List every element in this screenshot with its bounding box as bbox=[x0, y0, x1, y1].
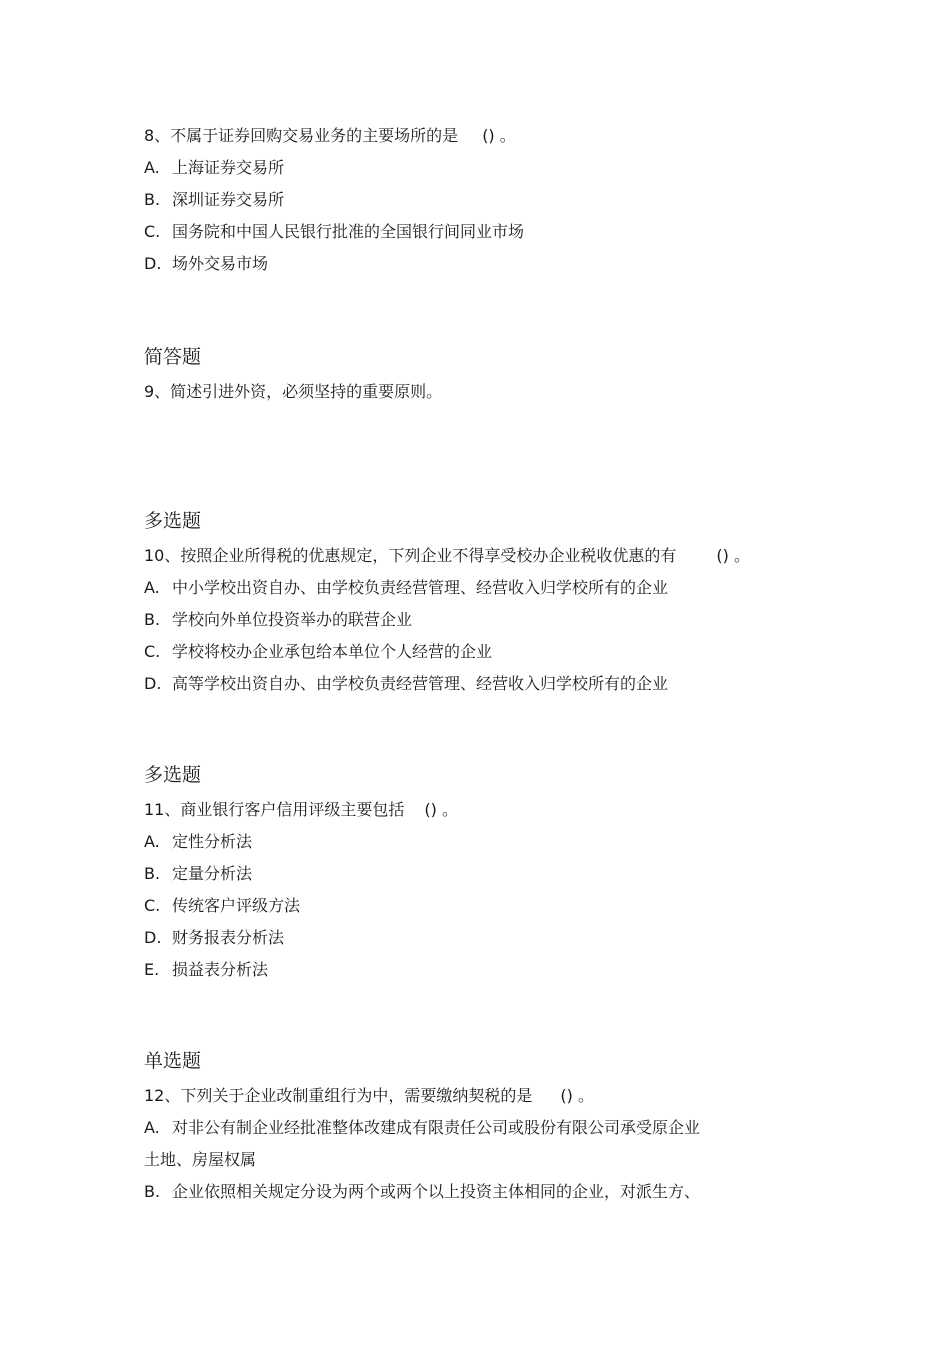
answer-paren: () 。 bbox=[424, 800, 458, 819]
option-text: 高等学校出资自办、由学校负责经营管理、经营收入归学校所有的企业 bbox=[172, 674, 669, 693]
question-12 bbox=[144, 1048, 844, 1208]
section-heading: 简答题 bbox=[144, 346, 202, 368]
option-c bbox=[144, 890, 844, 922]
option-b bbox=[144, 184, 844, 216]
option-a bbox=[144, 826, 844, 858]
option-text: 学校向外单位投资举办的联营企业 bbox=[172, 610, 413, 629]
option-letter: D. bbox=[144, 928, 162, 947]
question-9-stem: 9、简述引进外资，必须坚持的重要原则。 bbox=[144, 382, 443, 401]
option-d bbox=[144, 668, 844, 700]
option-a-continuation: 土地、房屋权属 bbox=[144, 1150, 257, 1169]
question-10 bbox=[144, 508, 844, 700]
option-letter: D. bbox=[144, 254, 162, 273]
option-letter: C. bbox=[144, 642, 161, 661]
question-text: 8、不属于证券回购交易业务的主要场所的是 bbox=[144, 126, 459, 145]
option-d bbox=[144, 248, 844, 280]
option-c bbox=[144, 636, 844, 668]
answer-paren: () 。 bbox=[482, 126, 516, 145]
option-text: 损益表分析法 bbox=[172, 960, 269, 979]
option-letter: A. bbox=[144, 578, 160, 597]
option-e bbox=[144, 954, 844, 986]
option-a bbox=[144, 572, 844, 604]
option-b bbox=[144, 1176, 844, 1208]
section-heading: 多选题 bbox=[144, 764, 202, 786]
option-text: 学校将校办企业承包给本单位个人经营的企业 bbox=[172, 642, 493, 661]
document-page bbox=[144, 120, 844, 1208]
option-text: 财务报表分析法 bbox=[172, 928, 285, 947]
option-text: 中小学校出资自办、由学校负责经营管理、经营收入归学校所有的企业 bbox=[172, 578, 669, 597]
option-d bbox=[144, 922, 844, 954]
question-8 bbox=[144, 120, 844, 280]
option-b bbox=[144, 604, 844, 636]
option-letter: B. bbox=[144, 1182, 161, 1201]
option-text: 企业依照相关规定分设为两个或两个以上投资主体相同的企业，对派生方、 bbox=[172, 1182, 701, 1201]
option-a bbox=[144, 1112, 844, 1144]
option-text: 场外交易市场 bbox=[172, 254, 269, 273]
option-letter: A. bbox=[144, 1118, 160, 1137]
option-letter: C. bbox=[144, 222, 161, 241]
option-text: 传统客户评级方法 bbox=[172, 896, 301, 915]
question-9 bbox=[144, 344, 844, 408]
question-10-stem bbox=[144, 540, 844, 572]
answer-paren: () 。 bbox=[716, 546, 750, 565]
section-heading: 多选题 bbox=[144, 510, 202, 532]
question-11 bbox=[144, 762, 844, 986]
option-letter: C. bbox=[144, 896, 161, 915]
option-letter: D. bbox=[144, 674, 162, 693]
question-8-stem bbox=[144, 120, 844, 152]
question-11-stem bbox=[144, 794, 844, 826]
option-a bbox=[144, 152, 844, 184]
question-text: 10、按照企业所得税的优惠规定，下列企业不得享受校办企业税收优惠的有 bbox=[144, 546, 677, 565]
option-text: 国务院和中国人民银行批准的全国银行间同业市场 bbox=[172, 222, 525, 241]
option-text: 定性分析法 bbox=[172, 832, 253, 851]
option-letter: B. bbox=[144, 190, 161, 209]
option-text: 对非公有制企业经批准整体改建成有限责任公司或股份有限公司承受原企业 bbox=[172, 1118, 701, 1137]
answer-paren: () 。 bbox=[560, 1086, 594, 1105]
option-letter: A. bbox=[144, 832, 160, 851]
option-letter: B. bbox=[144, 864, 161, 883]
question-12-stem bbox=[144, 1080, 844, 1112]
section-heading: 单选题 bbox=[144, 1050, 202, 1072]
option-b bbox=[144, 858, 844, 890]
option-text: 深圳证券交易所 bbox=[172, 190, 285, 209]
option-letter: A. bbox=[144, 158, 160, 177]
question-text: 11、商业银行客户信用评级主要包括 bbox=[144, 800, 405, 819]
option-c bbox=[144, 216, 844, 248]
option-letter: B. bbox=[144, 610, 161, 629]
question-text: 12、下列关于企业改制重组行为中，需要缴纳契税的是 bbox=[144, 1086, 533, 1105]
option-text: 上海证券交易所 bbox=[172, 158, 285, 177]
option-text: 定量分析法 bbox=[172, 864, 253, 883]
option-letter: E. bbox=[144, 960, 160, 979]
